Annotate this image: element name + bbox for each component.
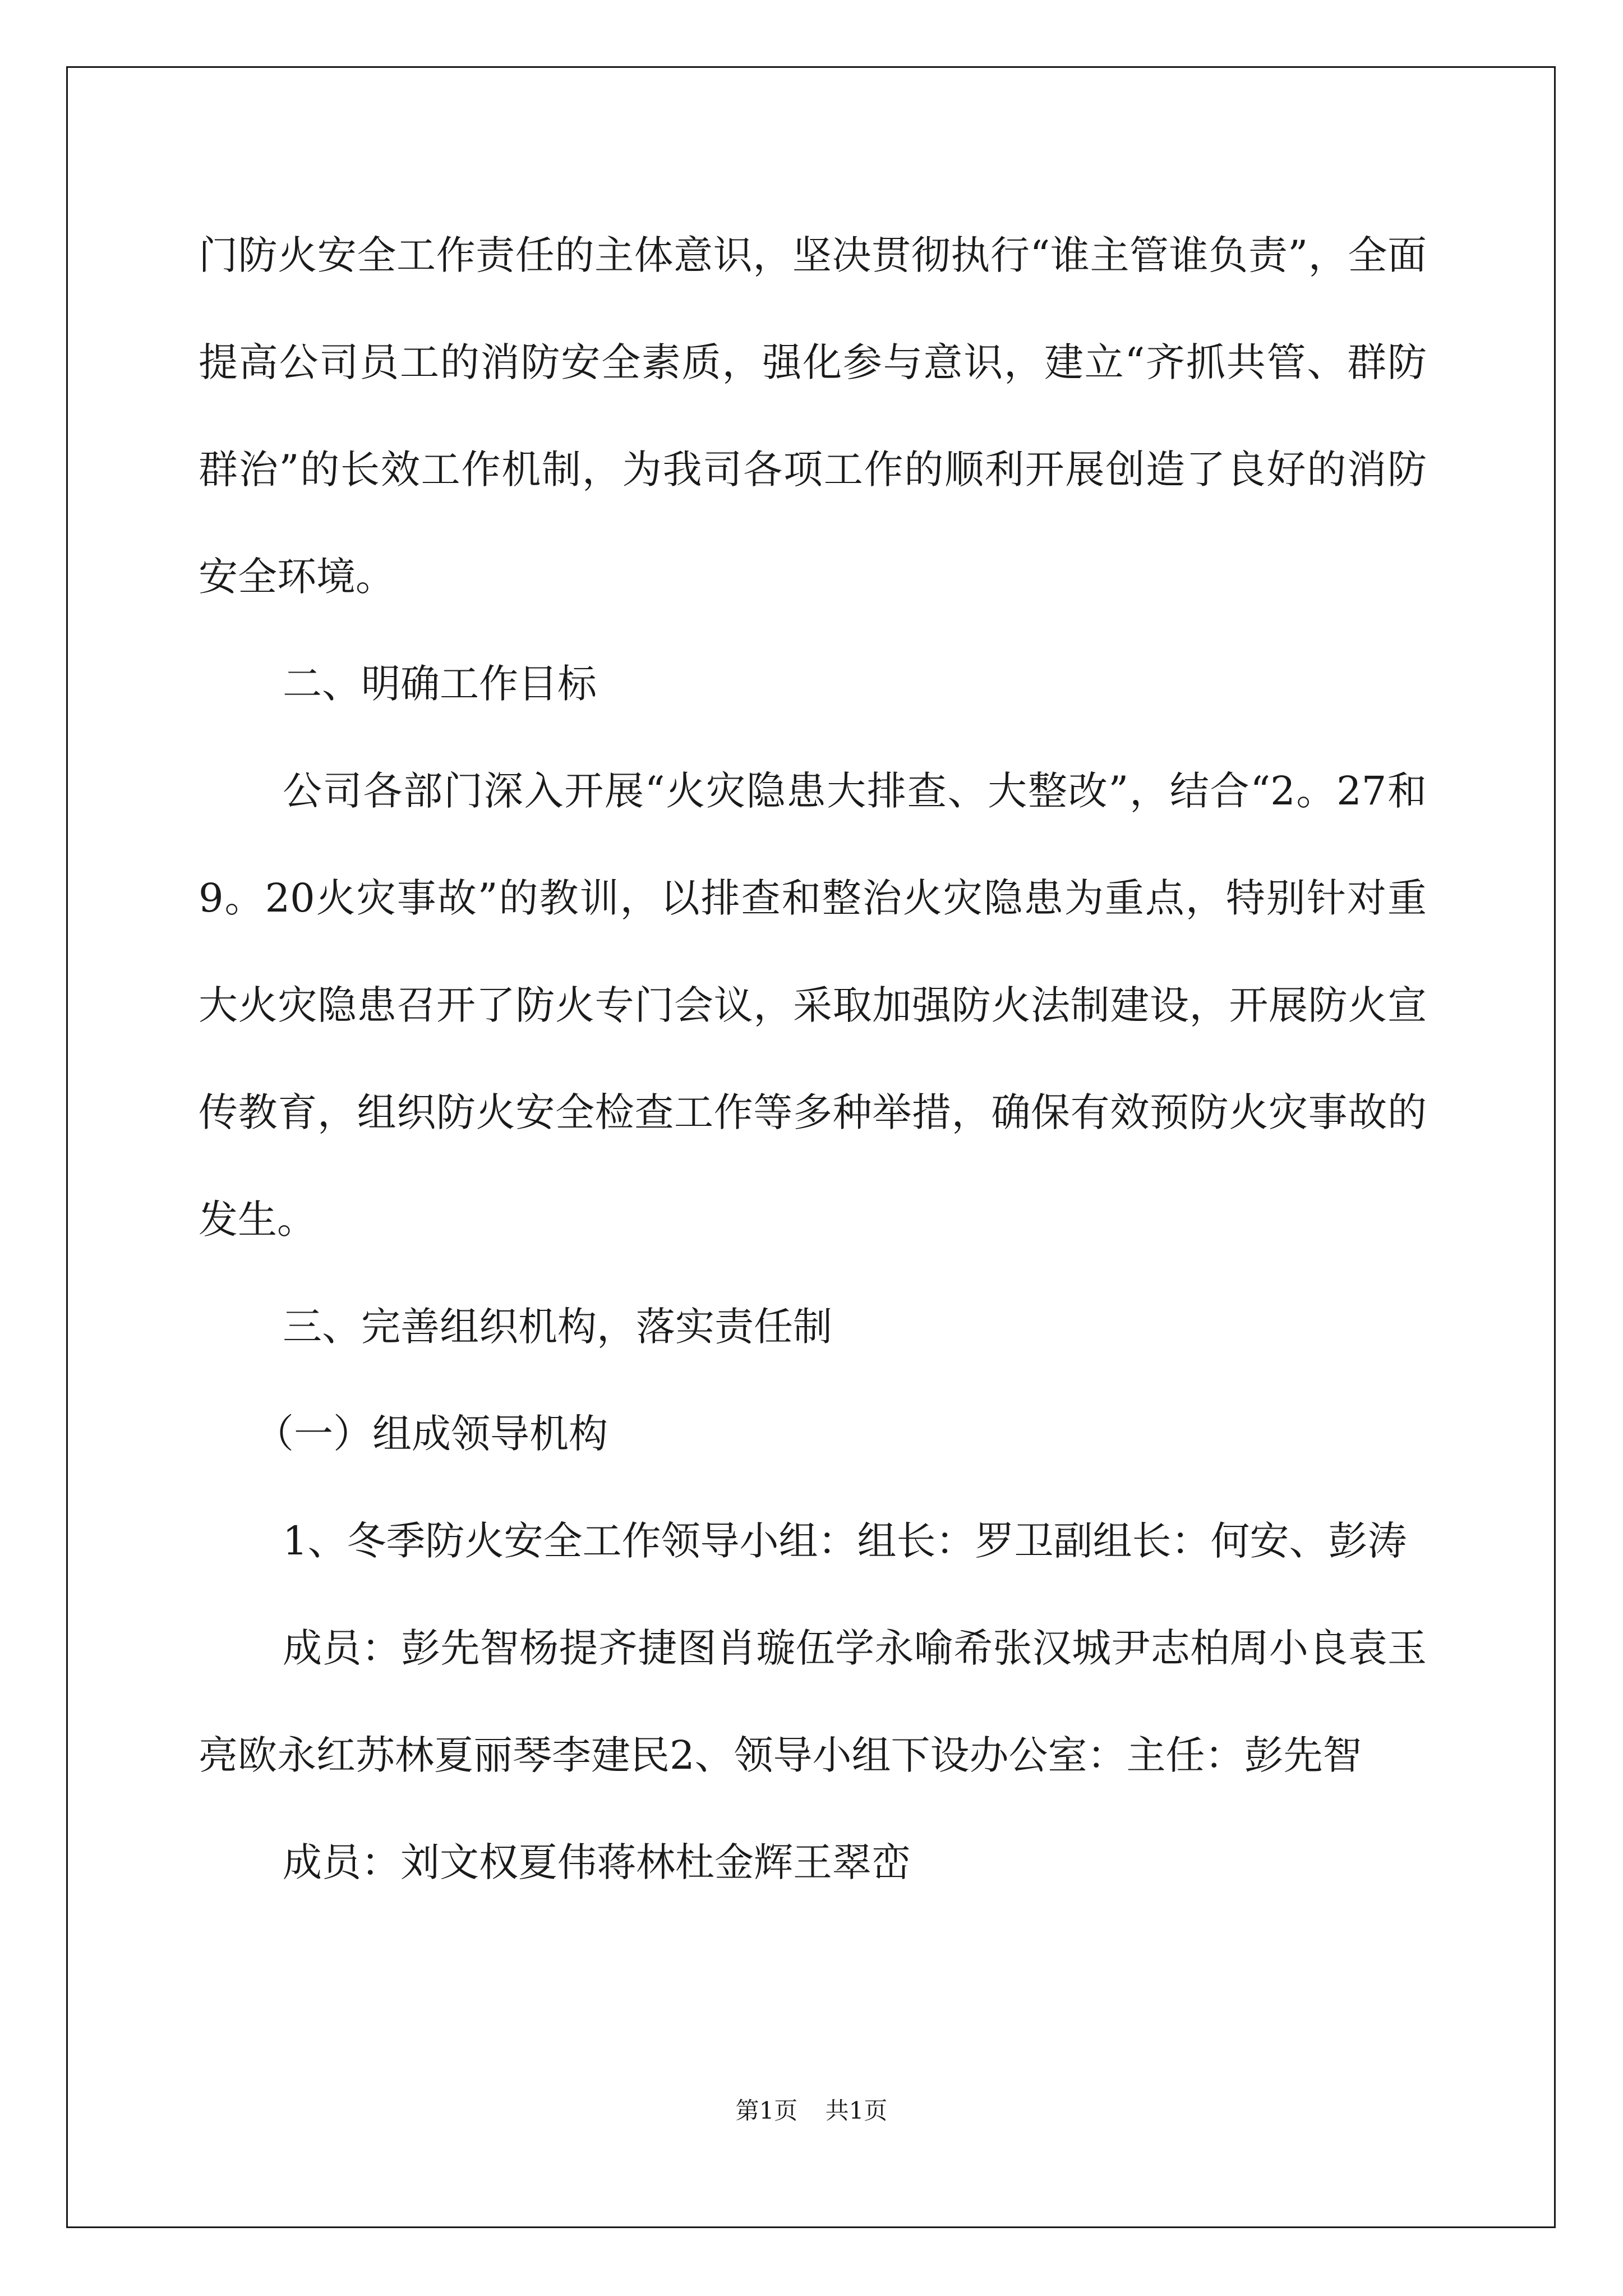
page-number: 第1页 <box>735 2097 798 2124</box>
heading-work-goals: 二、明确工作目标 <box>283 661 597 707</box>
paragraph-office-members: 成员：刘文权夏伟蒋林杜金辉王翠峦 <box>283 1839 911 1885</box>
page-total: 共1页 <box>825 2097 888 2124</box>
paragraph-members: 成员：彭先智杨提齐捷图肖璇伍学永喻希张汉城尹志柏周小良袁玉亮欧永红苏林夏丽琴李建民2、领导小组下设办公室：主任：彭先智 <box>199 1625 1427 1778</box>
subheading-leadership: （一）组成领导机构 <box>255 1411 608 1457</box>
paragraph-1: 门防火安全工作责任的主体意识，坚决贯彻执行“谁主管谁负责”，全面提高公司员工的消防安全素质，强化参与意识，建立“齐抓共管、群防群治”的长效工作机制，为我司各项工作的顺利开展创造了良好的消防安全环境。 <box>199 232 1427 600</box>
paragraph-leadership-group: 1、冬季防火安全工作领导小组：组长：罗卫副组长：何安、彭涛 <box>283 1518 1407 1564</box>
heading-organization: 三、完善组织机构，落实责任制 <box>283 1304 832 1350</box>
page-footer <box>0 2092 1623 2126</box>
document-body <box>199 202 1427 1916</box>
paragraph-3: 公司各部门深入开展“火灾隐患大排查、大整改”，结合“2。27和9。20火灾事故”的教训，以排查和整治火灾隐患为重点，特别针对重大火灾隐患召开了防火专门会议，采取加强防火法制建设，开展防火宣传教育，组织防火安全检查工作等多种举措，确保有效预防火灾事故的发生。 <box>199 768 1427 1243</box>
